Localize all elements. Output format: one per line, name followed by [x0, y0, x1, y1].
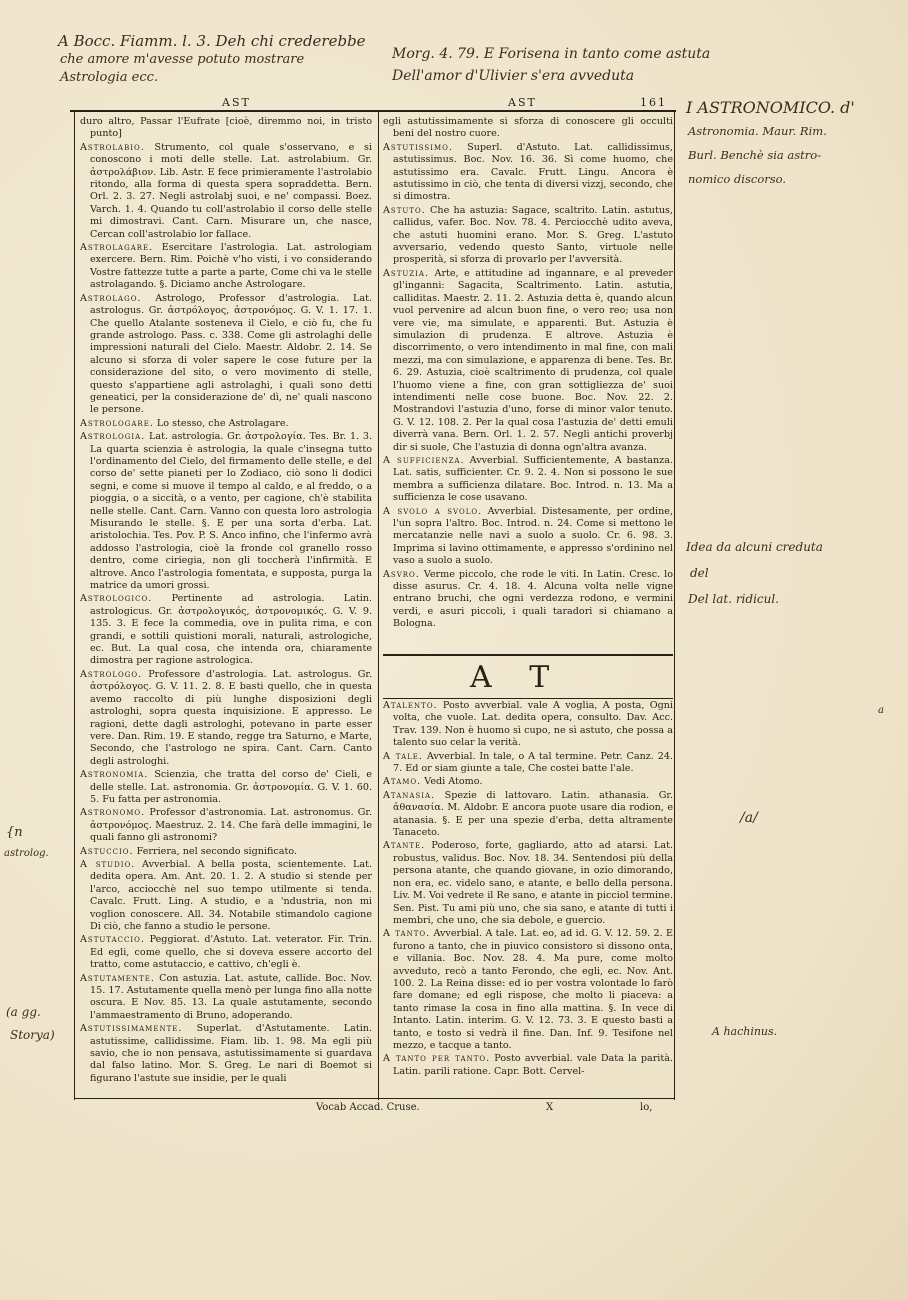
entry-text: Scienzia, che tratta del corso de' Cieli, e delle stelle. Lat. astronomia. Gr. ἀστρονομία. G. V. 1. 60. 5. Fu fatta per astronomia. [90, 769, 372, 805]
annotation-right-line2: Astronomia. Maur. Rim. [688, 124, 827, 138]
entry-text: Posto avverbial. vale Data la parità. Latin. parili ratione. Capr. Bott. Cervel- [393, 1053, 673, 1077]
header-rule [70, 110, 676, 112]
entry-headword: Astrolabio. [80, 141, 145, 153]
entry [383, 268, 673, 454]
section-title: A T [470, 660, 564, 695]
entry-text: Verme piccolo, che rode le viti. In Latin. Cresc. lo disse asurus. Cr. 4. 18. 4. Alcuna volta nelle vigne entrano bruchi, che ogni verdezza rodono, e vermini verdi, e asuri piccoli, i quali taradori si chiamano a Bologna. [393, 568, 673, 630]
entry-headword: Astrologare. [80, 417, 154, 429]
entry-text: Spezie di lattovaro. Latin. athanasia. Gr. ἀθανασία. M. Aldobr. E ancora puote usare dia rodion, e atanasia. §. E per una spezie d'erba, detta altramente Tanaceto. [393, 789, 673, 839]
entry-text: Avverbial. A tale. Lat. eo, ad id. G. V. 12. 59. 2. E furono a tanto, che in piuvico consistoro si dissono onta, e villania. Boc. Nov. 28. 4. Ma pure, come molto avveduto, recò a tanto Ferondo, che egli, ec. Nov. Ant. 100. 2. La Reina disse: ed io per vostra volontade lo farò fare domane; ed egli rispose, che molto li piaceva: a tanto rimase la cosa in fino alla mattina. §. In vece di Intanto. Latin. interim. G. V. 12. 73. 3. E questo basti a tanto, e tosto si vedrà il fine. Dan. Inf. 9. Tesifone nel mezzo, e tacque a tanto. [393, 928, 673, 1051]
entry-headword: Astuzia. [383, 267, 430, 279]
entry [383, 142, 673, 204]
entry-headword: Astronomia. [80, 769, 149, 781]
entry-text: Professore d'astrologia. Lat. astrologus. Gr. ἀστρόλογος. G. V. 11. 2. 8. E basti quello, che in questa avemo raccolto di più lunghe disposizioni degli astrologhi, sopra questa inquisizione. E appresso. Le ragioni, dette dagli astrologhi, potevano in parte esser vere. Dan. Rim. 19. E stando, regge tra Saturno, e Marte, Secondo, che l'astrologo ne spira. Cant. Carn. Canto degli astrologhi. [90, 668, 372, 767]
entry-text: Arte, e attitudine ad ingannare, e al preveder gl'inganni: Sagacita, Scaltrimento. Latin. astutia, calliditas. Maestr. 2. 11. 2. Astuzia detta è, quando alcun vuol pervenire ad alcun buon fine, o vero reo; usa non vere vie, ma simulate, e apparenti. But. Astuzia è simulazion di prudenza. E altrove. Astuzia è discorrimento, o vero intendimento in mal fine, con mali mezzi, ma con simulazione, e apparenza di bene. Tes. Br. 6. 29. Astuzia, cioè scaltrimento di prudenza, col quale l'huomo viene a fine, con gran sottigliezza de' suoi intendimenti nelle cose buone. Boc. Nov. 22. 2. Mostrandovi l'astuzia d'uno, forse di minor valor tenuto. G. V. 12. 108. 2. Per la qual cosa l'astuzia de' detti emuli diverrà vana. Bern. Orl. 1. 2. 57. Negli antichi proverbj dir si suole, Che l'astuzia di donna ogn'altra avanza. [393, 267, 673, 453]
entry [80, 769, 372, 806]
entry [80, 669, 372, 768]
entry-text: Con astuzia. Lat. astute, callide. Boc. Nov. 15. 17. Astutamente quella menò per lunga fino alla notte oscura. E Nov. 85. 13. La quale astutamente, secondo l'ammaestramento di Bruno, adoperando. [90, 972, 372, 1021]
entry-headword: Astrologico. [80, 593, 153, 605]
annotation-right-small3: A hachinus. [712, 1025, 778, 1038]
entry [80, 431, 372, 592]
text-column-right-top [383, 116, 673, 646]
entry-text: Superlat. d'Astutamente. Latin. astutissime, callidissime. Fiam. lib. 1. 98. Ma egli più savio, che io non pensava, astutissimamente si guardava dal falso latino. Mor. S. Greg. Le nari di Boemot si figurano l'astute sue insidie, per le quali [90, 1023, 372, 1084]
entry-text: Vedi Atomo. [421, 776, 483, 788]
entry-text: Professor d'astronomia. Lat. astronomus. Gr. ἀστρονόμος. Maestruz. 2. 14. Che farà delle immagini, le quali fanno gli astronomi? [90, 807, 372, 844]
entry-headword: Atanasia. [383, 789, 436, 801]
annotation-right-small1: a [878, 705, 884, 716]
entry [383, 776, 673, 788]
entry-text: Peggiorat. d'Astuto. Lat. veterator. Fir. Trin. Ed egli, come quello, che si doveva essere accorto del tratto, come astutaccio, e cattivo, ch'egli è. [90, 934, 372, 971]
entry-text: Strumento, col quale s'osservano, e si conoscono i moti delle stelle. Lat. astrolabium. Gr. ἀστρολάβιον. Lib. Astr. E fece primieramente l'astrolabio ritondo, alla forma di questa spera sopraddetta. Bern. Orl. 2. 3. 27. Negli astrolabj suoi, e ne' compassi. Boez. Varch. 1. 4. Quando tu coll'astrolabio il corso delle stelle mi dimostravi. Cant. Carn. Misurare un, che nasce, Cercan coll'astrolabio lor fallace. [90, 141, 372, 240]
footer-signature-mark: X [546, 1102, 554, 1113]
entry [80, 142, 372, 241]
entry-headword: Astutamente. [80, 972, 155, 984]
annotation-right-line3: Burl. Benchè sia astro- [688, 148, 822, 162]
entry [80, 807, 372, 844]
entry [383, 928, 673, 1052]
annotation-right-mid2: del [690, 566, 709, 580]
entry-text: Avverbial. Sufficientemente, A bastanza. Lat. satis, sufficienter. Cr. 9. 2. 4. Non si possono le sue membra a sufficienza dilatare. Boc. Introd. n. 13. Ma a sufficienza le cose usavano. [393, 454, 673, 504]
entry-text: Lat. astrologia. Gr. ἀστρολογία. Tes. Br. 1. 3. La quarta scienzia è astrologia, la quale c'insegna tutto l'ordinamento del Cielo, del firmamento delle stelle, e del corso de' sette pianeti per lo Zodiaco, ciò sono li dodici segni, e come si muove il tempo al caldo, e al freddo, o a pioggia, o a siccità, o a vento, per cagione, ch'è stabilita nelle stelle. Cant. Carn. Vanno con questa loro astrologia Misurando le stelle. §. E per una sorta d'erba. Lat. aristolochia. Tes. Pov. P. S. Anco infino, che l'infermo avrà addosso l'astrologia, cioè la fronde col granello rosso dentro, come ciriegia, non gli toccherà l'infirmità. E altrove. Anco l'astrologia fomentata, e supposta, purga la matrice da umori grossi. [90, 431, 372, 592]
entry [383, 790, 673, 840]
entry [80, 593, 372, 667]
entry-text: egli astutissimamente si sforza di conoscere gli occulti beni del nostro cuore. [383, 116, 673, 140]
entry [383, 700, 673, 750]
section-rule-upper [383, 654, 673, 656]
entry-headword: Astrolagare. [80, 242, 154, 254]
text-column-left [80, 116, 372, 1101]
annotation-top-line2: che amore m'avesse potuto mostrare [60, 52, 305, 67]
entry-text: Astrologo, Professor d'astrologia. Lat. astrologus. Gr. ἀστρόλογος, ἀστρονόμος. G. V. 1. 17. 1. Che quello Atalante sosteneva il Cielo, e ciò fu, che fu grande astrologo. Pass. c. 338. Come gli astrolaghi delle impressioni naturali del Cielo. Maestr. Aldobr. 2. 14. Se alcuno si sforza di voler sapere le cose future per la considerazione del sito, o vero movimento di stelle, questo s'appartiene agli astrolaghi, i quali sono detti geneatici, per la considerazione de' dì, ne' quali nascono le persone. [90, 292, 372, 416]
entry [383, 751, 673, 776]
entry [80, 116, 372, 141]
footer-signature-left: Vocab Accad. Cruse. [316, 1102, 420, 1113]
entry-headword: A svolo a svolo. [383, 505, 483, 517]
entry-text: Avverbial. Distesamente, per ordine, l'un sopra l'altro. Boc. Introd. n. 24. Come si mettono le mercatanzie nelle navi a suolo a suolo. Cr. 6. 98. 3. Imprima si lavino ottimamente, e appresso s'ordinino nel vaso a suolo a suolo. [393, 505, 673, 567]
header-left: AST [222, 96, 251, 109]
entry-headword: Astronomo. [80, 807, 146, 819]
entry-text: duro altro, Passar l'Eufrate [cioè, diremmo noi, in tristo punto] [80, 116, 372, 140]
entry-headword: Astrologo. [80, 668, 143, 680]
entry [383, 840, 673, 927]
entry-headword: Astutissimamente. [80, 1023, 183, 1035]
header-right: AST [508, 96, 537, 109]
annotation-left-margin4: Storya) [10, 1028, 55, 1042]
entry-text: Poderoso, forte, gagliardo, atto ad atarsi. Lat. robustus, validus. Boc. Nov. 18. 34. Sentendosi più della persona atante, che quando giovane, in ozio dimorando, non era, ec. videlo sano, e atante, e bello della persona. Liv. M. Voi vedrete il Re sano, e atante in picciol termine. Sen. Pist. Tu ami più uno, che sia sano, e atante di tutti i membri, che uno, che sia debole, e guercio. [393, 840, 673, 926]
annotation-left-margin1: {n [6, 825, 23, 840]
entry-headword: Atante. [383, 840, 426, 852]
entry-headword: A tanto per tanto. [383, 1053, 491, 1065]
annotation-top-line1: A Bocc. Fiamm. l. 3. Deh chi crederebbe [58, 32, 366, 50]
entry-headword: A tanto. [383, 928, 431, 940]
annotation-top-right2: Dell'amor d'Ulivier s'era avveduta [392, 68, 635, 84]
entry [80, 859, 372, 933]
page-number: 161 [640, 96, 667, 109]
entry [80, 973, 372, 1023]
entry-text: Posto avverbial. vale A voglia, A posta, Ogni volta, che vuole. Lat. dedita opera, consulto. Dav. Acc. Trav. 139. Non è huomo sì cupo, ne sì astuto, che possa a talento suo celar la verità. [393, 700, 673, 749]
entry-headword: Atalento. [383, 700, 438, 711]
footer-rule [74, 1098, 674, 1099]
annotation-left-margin2: astrolog. [4, 848, 49, 859]
entry [80, 846, 372, 858]
entry-text: Pertinente ad astrologia. Latin. astrologicus. Gr. ἀστρολογικός, ἀστρονομικός. G. V. 9. 135. 3. E fece la commedia, ove in pulita rima, e con grandi, e sottili quistioni morali, naturali, astrologiche, ec. But. La qual cosa, che intenda ora, chiaramente dimostra per ragione astrologica. [90, 593, 372, 667]
entry [80, 1023, 372, 1085]
entry-text: Avverbial. In tale, o A tal termine. Petr. Canz. 24. 7. Ed or siam giunte a tale, Che costei batte l'ale. [393, 750, 673, 775]
entry-text: Che ha astuzia: Sagace, scaltrito. Latin. astutus, callidus, vafer. Boc. Nov. 78. 4. Perciocchè udito aveva, che astuti huomini erano. Mor. S. Greg. L'astuto avversario, vedendo questo Santo, virtuole nelle prosperità, si sforza di provarlo per l'avversità. [393, 204, 673, 266]
entry-headword: A studio. [80, 858, 136, 870]
entry-text: Avverbial. A bella posta, scientemente. Lat. dedita opera. Am. Ant. 20. 1. 2. A studio si stende per l'arco, acciocchè nel suo tempo utilmente si tenda. Cavalc. Frutt. Ling. A studio, e a 'ndustria, non mi voglion conoscere. All. 34. Notabile stimandolo cagione Di ciò, che fanno a studio le persone. [90, 858, 372, 932]
entry [383, 1053, 673, 1078]
annotation-right-head: I ASTRONOMICO. d' [686, 98, 855, 117]
entry-headword: A tale. [383, 750, 423, 762]
column-right-border [674, 112, 675, 1100]
annotation-left-margin3: (a gg. [6, 1005, 41, 1019]
entry-headword: Astrolago. [80, 292, 142, 304]
entry-headword: Atamo. [383, 776, 422, 788]
entry-headword: Astuto. [383, 204, 426, 216]
entry [383, 569, 673, 631]
entry-text: Ferriera, nel secondo significato. [133, 845, 297, 857]
entry-headword: Asvro. [383, 568, 420, 580]
entry-headword: Astutissimo. [383, 141, 453, 153]
entry [80, 418, 372, 430]
annotation-right-line4: nomico discorso. [688, 172, 787, 186]
entry [383, 116, 673, 141]
entry-headword: Astuccio. [80, 845, 134, 857]
entry-headword: A sufficienza. [383, 454, 465, 466]
footer-catchword: lo, [640, 1102, 653, 1113]
annotation-right-small2: /a/ [740, 810, 758, 826]
entry-headword: Astutaccio. [80, 934, 145, 946]
column-left-border [74, 112, 75, 1100]
entry-headword: Astrologia. [80, 431, 146, 443]
entry [383, 205, 673, 267]
annotation-top-line3: Astrologia ecc. [60, 70, 159, 85]
entry-text: Esercitare l'astrologia. Lat. astrologiam exercere. Bern. Rim. Poichè v'ho visti, i vo considerando Vostre fattezze tutte a parte a parte, Come chi va le stelle astrolagando. §. Diciamo anche Astrologare. [90, 242, 372, 291]
entry [80, 293, 372, 417]
entry-text: Superl. d'Astuto. Lat. callidissimus, astutissimus. Boc. Nov. 16. 36. Sì come huomo, che astutissimo era. Cavalc. Frutt. Lingu. Ancora è astutissimo in ciò, che tenta di diversi vizzj, secondo, che si dimostra. [393, 141, 673, 203]
entry-text: Lo stesso, che Astrolagare. [153, 417, 289, 429]
section-rule-lower [383, 698, 673, 699]
entry [383, 506, 673, 568]
entry [80, 242, 372, 292]
text-column-right-bottom [383, 700, 673, 1080]
entry [80, 934, 372, 971]
annotation-right-mid1: Idea da alcuni creduta [686, 540, 823, 554]
annotation-top-right1: Morg. 4. 79. E Forisena in tanto come astuta [392, 46, 711, 62]
entry [383, 455, 673, 505]
annotation-right-mid3: Del lat. ridicul. [688, 592, 780, 606]
column-divider [378, 112, 379, 1100]
